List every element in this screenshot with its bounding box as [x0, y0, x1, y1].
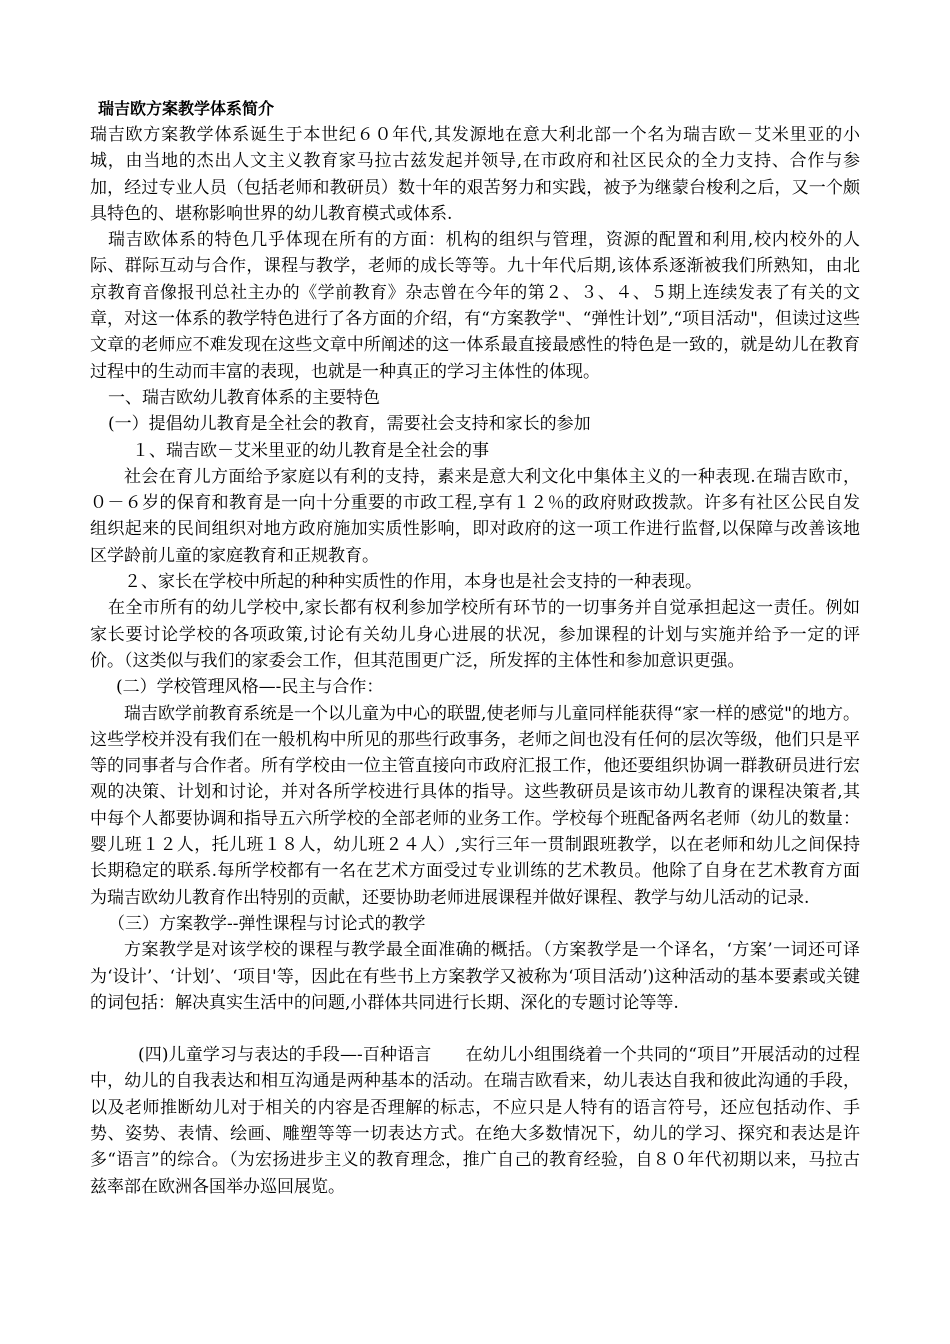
subsection-heading-1-1: (一）提倡幼儿教育是全社会的教育，需要社会支持和家长的参加: [108, 414, 591, 435]
item-heading-1-1-2: ２、家长在学校中所起的种种实质性的作用，本身也是社会支持的一种表现。: [124, 572, 702, 593]
document-title: 瑞吉欧方案教学体系简介: [98, 99, 275, 118]
subsection-heading-1-3: （三）方案教学--弹性课程与讨论式的教学: [108, 913, 426, 934]
paragraph-language: (四)儿童学习与表达的手段—-百种语言 在幼儿小组围绕着一个共同的“项目”开展活动的过程中，幼儿的自我表达和相互沟通是两种基本的活动。在瑞吉欧看来，幼儿表达自我和彼此沟通的手段，以及老师推断幼儿对于相关的内容是否理解的标志，不应只是人特有的语言符号，还应包括动作、手势、姿势、表情、绘画、雕塑等等一切表达方式。在绝大多数情况下，幼儿的学习、探究和表达是许多“语言”的综合。（为宏扬进步主义的教育理念，推广自己的教育经验，自８０年代初期以来，马拉古兹率部在欧洲各国举办巡回展览。: [90, 1045, 860, 1197]
paragraph-management: 瑞吉欧学前教育系统是一个以儿童为中心的联盟,使老师与儿童同样能获得“家一样的感觉"的地方。这些学校并没有我们在一般机构中所见的那些行政事务，老师之间也没有任何的层次等级，他们只是平等的同事者与合作者。所有学校由一位主管直接向市政府汇报工作，他还要组织协调一群教研员进行宏观的决策、计划和讨论，并对各所学校进行具体的指导。这些教研员是该市幼儿教育的课程决策者,其中每个人都要协调和指导五六所学校的全部老师的业务工作。学校每个班配备两名老师（幼儿的数量：婴儿班１２人，托儿班１８人，幼儿班２４人）,实行三年一贯制跟班教学，以在老师和幼儿之间保持长期稳定的联系.每所学校都有一名在艺术方面受过专业训练的艺术教员。他除了自身在艺术教育方面为瑞吉欧幼儿教育作出特别的贡献，还要协助老师进展课程并做好课程、教学与幼儿活动的记录.: [90, 703, 860, 908]
paragraph-society: 社会在育儿方面给予家庭以有利的支持，素来是意大利文化中集体主义的一种表现.在瑞吉欧市，０－６岁的保育和教育是一向十分重要的市政工程,享有１２％的政府财政拨款。许多有社区公民自发组织起来的民间组织对地方政府施加实质性影响，即对政府的这一项工作进行监督,以保障与改善该地区学龄前儿童的家庭教育和正规教育。: [90, 466, 860, 566]
paragraph-parents: 在全市所有的幼儿学校中,家长都有权利参加学校所有环节的一切事务并自觉承担起这一责任。例如家长要讨论学校的各项政策,讨论有关幼儿身心进展的状况，参加课程的计划与实施并给予一定的评价。（这类似与我们的家委会工作，但其范围更广泛，所发挥的主体性和参加意识更强。: [90, 598, 860, 671]
subsection-heading-1-2: (二）学校管理风格—-民主与合作：: [116, 677, 384, 698]
blank-line: [90, 1016, 860, 1042]
section-heading-1: 一、瑞吉欧幼儿教育体系的主要特色: [108, 387, 380, 408]
document-page: [90, 96, 860, 1200]
paragraph-intro: 瑞吉欧方案教学体系诞生于本世纪６０年代,其发源地在意大利北部一个名为瑞吉欧－艾米里亚的小城，由当地的杰出人文主义教育家马拉古兹发起并领导,在市政府和社区民众的全力支持、合作与参加，经过专业人员（包括老师和教研员）数十年的艰苦努力和实践，被予为继蒙台梭利之后，又一个颇具特色的、堪称影响世界的幼儿教育模式或体系.: [90, 125, 860, 224]
item-heading-1-1-1: １、瑞吉欧－艾米里亚的幼儿教育是全社会的事: [132, 440, 489, 461]
paragraph-project: 方案教学是对该学校的课程与教学最全面准确的概括。（方案教学是一个译名，‘方案’一词还可译为‘设计’、‘计划’、‘项目'等，因此在有些书上方案教学又被称为‘项目活动’)这种活动的基本要素或关键的词包括：解决真实生活中的问题,小群体共同进行长期、深化的专题讨论等等.: [90, 940, 860, 1013]
paragraph-features: 瑞吉欧体系的特色几乎体现在所有的方面：机构的组织与管理，资源的配置和利用,校内校外的人际、群际互动与合作，课程与教学，老师的成长等等。九十年代后期,该体系逐渐被我们所熟知，由北京教育音像报刊总社主办的《学前教育》杂志曾在今年的第２、３、４、５期上连续发表了有关的文章，对这一体系的教学特色进行了各方面的介绍，有“方案教学"、“弹性计划”,“项目活动"，但读过这些文章的老师应不难发现在这些文章中所阐述的这一体系最直接最感性的特色是一致的，就是幼儿在教育过程中的生动而丰富的表现，也就是一种真正的学习主体性的体现。: [90, 230, 860, 382]
